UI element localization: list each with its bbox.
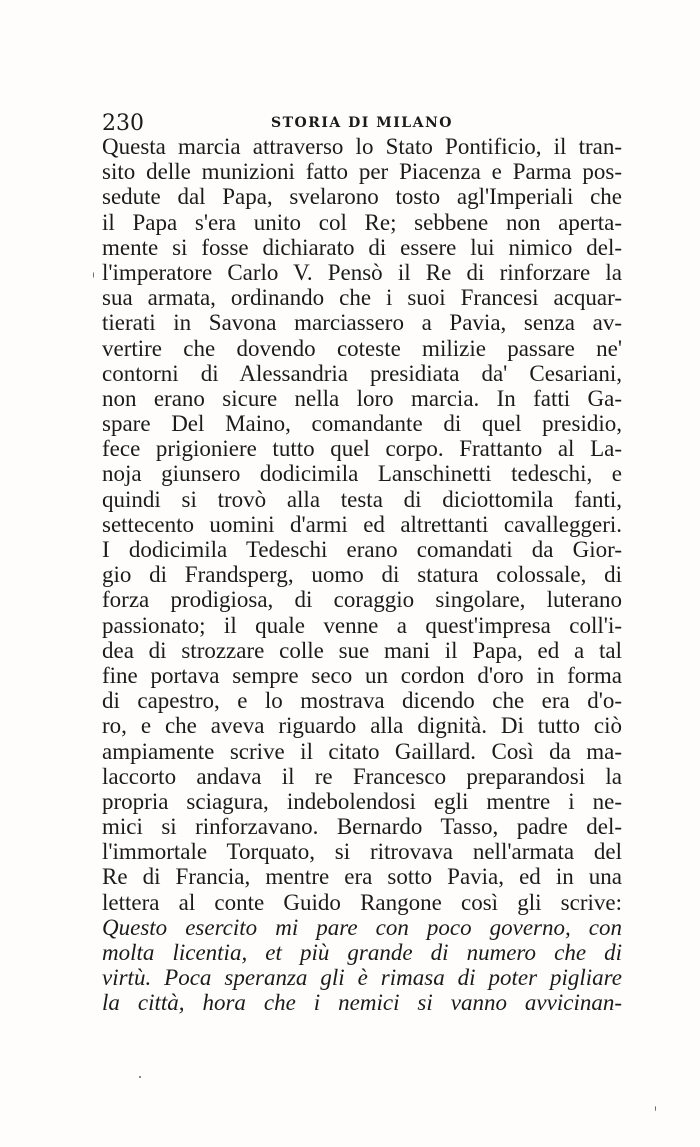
text-line: l'immortale Torquato, si ritrovava nell'armata del bbox=[102, 839, 622, 865]
quote-line: Questo esercito mi pare con poco governo, con bbox=[102, 914, 622, 940]
text-line: mente si fosse dichiarato di essere lui nimico del- bbox=[102, 234, 622, 260]
page-header bbox=[102, 112, 622, 136]
text-line: Questa marcia attraverso lo Stato Pontificio, il tran- bbox=[102, 134, 622, 159]
page-number: 230 bbox=[102, 111, 144, 136]
text-line: non erano sicure nella loro marcia. In fatti Ga- bbox=[102, 385, 622, 411]
text-line: lettera al conte Guido Rangone così gli scrive: bbox=[102, 889, 622, 915]
quote-line: la città, hora che i nemici si vanno avvicinan- bbox=[102, 990, 622, 1016]
paper-speck bbox=[139, 1076, 141, 1078]
text-line: tierati in Savona marciassero a Pavia, senza av- bbox=[102, 310, 622, 336]
text-line: mici si rinforzavano. Bernardo Tasso, padre del- bbox=[102, 814, 622, 840]
text-line: l'imperatore Carlo V. Pensò il Re di rinforzare la bbox=[102, 259, 622, 285]
text-line: Re di Francia, mentre era sotto Pavia, ed in una bbox=[102, 864, 622, 890]
paper-speck bbox=[655, 1106, 656, 1111]
paper-speck bbox=[93, 272, 94, 278]
quote-line: virtù. Poca speranza gli è rimasa di poter pigliare bbox=[102, 965, 622, 991]
text-line: passionato; il quale venne a quest'impresa coll'i- bbox=[102, 612, 622, 638]
text-line: fece prigioniere tutto quel corpo. Frattanto al La- bbox=[102, 436, 622, 462]
text-line: di capestro, e lo mostrava dicendo che era d'o- bbox=[102, 688, 622, 714]
text-line: sito delle munizioni fatto per Piacenza e Parma pos- bbox=[102, 159, 622, 185]
text-line: quindi si trovò alla testa di diciottomila fanti, bbox=[102, 486, 622, 512]
text-line: I dodicimila Tedeschi erano comandati da Gior- bbox=[102, 537, 622, 562]
text-line: il Papa s'era unito col Re; sebbene non aperta- bbox=[102, 209, 622, 235]
text-line: fine portava sempre seco un cordon d'oro in forma bbox=[102, 662, 622, 688]
quote-line: molta licentia, et più grande di numero che di bbox=[102, 940, 622, 965]
text-line: contorni di Alessandria presidiata da' Cesariani, bbox=[102, 360, 622, 386]
text-line: gio di Frandsperg, uomo di statura colossale, di bbox=[102, 562, 622, 588]
text-line: laccorto andava il re Francesco preparandosi la bbox=[102, 763, 622, 789]
text-line: spare Del Maino, comandante di quel presidio, bbox=[102, 411, 622, 437]
text-line: ro, e che aveva riguardo alla dignità. Di tutto ciò bbox=[102, 713, 622, 739]
text-line: ampiamente scrive il citato Gaillard. Così da ma- bbox=[102, 738, 622, 764]
text-line: settecento uomini d'armi ed altrettanti cavalleggeri. bbox=[102, 511, 622, 537]
body-text bbox=[102, 134, 622, 1016]
text-line: dea di strozzare colle sue mani il Papa, ed a tal bbox=[102, 637, 622, 663]
text-line: sua armata, ordinando che i suoi Francesi acquar- bbox=[102, 285, 622, 311]
text-line: vertire che dovendo coteste milizie passare ne' bbox=[102, 335, 622, 361]
running-head: STORIA DI MILANO bbox=[271, 115, 453, 131]
text-line: propria sciagura, indebolendosi egli mentre i ne- bbox=[102, 788, 622, 814]
text-line: noja giunsero dodicimila Lanschinetti tedeschi, e bbox=[102, 461, 622, 487]
text-line: forza prodigiosa, di coraggio singolare, luterano bbox=[102, 587, 622, 613]
text-line: sedute dal Papa, svelarono tosto agl'Imperiali che bbox=[102, 184, 622, 210]
